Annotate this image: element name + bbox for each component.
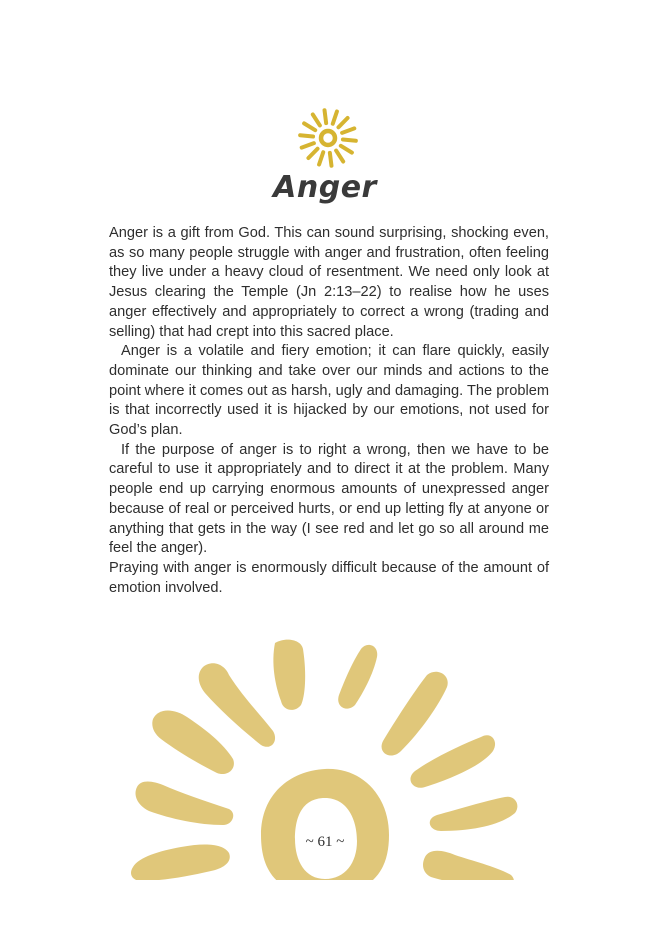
body-text	[109, 224, 549, 598]
paragraph: Anger is a volatile and fiery emotion; it can flare quickly, easily dominate our thinking and take over our minds and actions to the point where it comes out as harsh, ugly and damaging. The problem is that incorrectly used it is hijacked by our emotions, not used for God’s plan.	[109, 343, 549, 439]
sun-icon	[296, 106, 360, 170]
paragraph: If the purpose of anger is to right a wrong, then we have to be careful to use it appropriately and to direct it at the problem. Many people end up carrying enormous amounts of unexpressed anger because of real or perceived hurts, or end up letting fly at anyone or anything that gets in the way (I see red and let go so all around me feel the anger).	[109, 441, 549, 557]
paragraph: Praying with anger is enormously difficult because of the amount of emotion involved.	[109, 559, 549, 596]
page-title: Anger	[273, 170, 377, 205]
paragraph: Anger is a gift from God. This can sound surprising, shocking even, as so many people struggle with anger and frustration, often feeling they live under a heavy cloud of resentment. We need only look at Jesus clearing the Temple (Jn 2:13–22) to realise how he uses anger effectively and appropriately to correct a wrong (trading and selling) that had crept into this sacred place.	[109, 225, 549, 340]
page-number: ~ 61 ~	[305, 834, 345, 850]
